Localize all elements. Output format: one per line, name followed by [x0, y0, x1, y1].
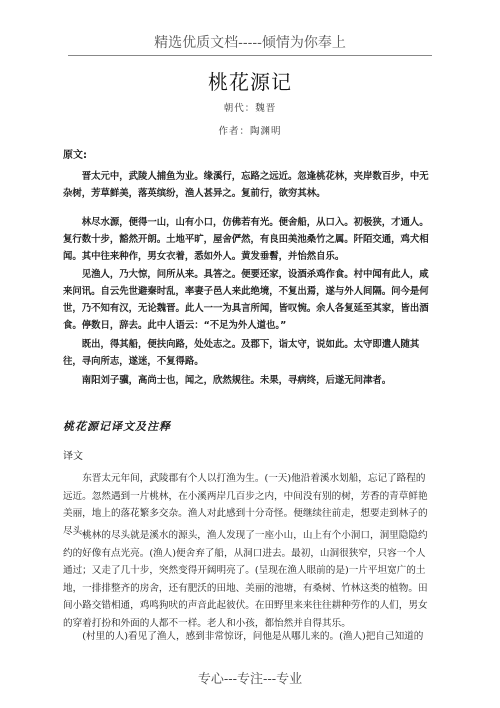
original-label: 原文:: [63, 150, 87, 161]
translation-paragraph-1: 东晋太元年间，武陵郡有个人以打渔为生。(一天)他沿着溪水划船，忘记了路程的远近。忽然遇到一片桃林，在小溪两岸几百步之内，中间没有别的树，芳香的青草鲜艳美丽，地上的落花繁多交杂。渔人对此感到十分奇怪。便继续往前走，想要走到林子的尽头。: [63, 473, 428, 537]
original-paragraph-5: 南阳刘子骥，高尚士也，闻之，欣然规往。未果，寻病终，后遂无问津者。: [81, 375, 392, 386]
translation-label: 译文: [63, 451, 83, 462]
original-paragraph-3: 见渔人，乃大惊，问所从来。具答之。便要还家，设酒杀鸡作食。村中闻有此人，咸来问讯。自云先世避秦时乱，率妻子邑人来此绝境，不复出焉，遂与外人间隔。问今是何世，乃不知有汉，无论魏晋。此人一一为具言所闻，皆叹惋。余人各复延至其家，皆出酒食。停数日，辞去。此中人语云：“不足为外人道也。”: [63, 269, 429, 331]
translation-paragraph-3: (村里的人)看见了渔人，感到非常惊讶，问他是从哪儿来的。(渔人)把自己知道的: [82, 631, 424, 642]
dynasty-line: 朝代：魏晋: [223, 103, 277, 114]
document-title: 桃花源记: [208, 70, 292, 94]
page-header: 精选优质文档-----倾情为你奉上: [154, 35, 346, 51]
translation-paragraph-2: 桃林的尽头就是溪水的源头，渔人发现了一座小山，山上有个小洞口，洞里隐隐约约的好像有点光亮。(渔人)便舍弃了船，从洞口进去。最初，山洞很狭窄，只容一个人通过；又走了几十步，突然变得开阔明亮了。(呈现在渔人眼前的是)一片平坦宽广的土地，一排排整齐的房舍，还有肥沃的田地、美丽的池塘，有桑树、竹林这类的植物。田间小路交错相通，鸡鸣狗吠的声音此起彼伏。在田野里来来往往耕种劳作的人们，男女的穿着打扮和外面的人都不一样。老人和小孩，都怡然并自得其乐。: [63, 530, 428, 629]
author-line: 作者：陶渊明: [218, 126, 282, 137]
original-paragraph-4: 既出，得其船，便扶向路，处处志之。及郡下，诣太守，说如此。太守即遣人随其往，寻向所志，遂迷，不复得路。: [63, 339, 420, 367]
original-paragraph-1: 晋太元中，武陵人捕鱼为业。缘溪行，忘路之远近。忽逢桃花林，夹岸数百步，中无杂树，芳草鲜美，落英缤纷，渔人甚异之。复前行，欲穷其林。: [63, 171, 429, 199]
original-paragraph-2: 林尽水源，便得一山，山有小口，仿佛若有光。便舍船，从口入。初极狭，才通人。复行数十步，豁然开朗。土地平旷，屋舍俨然，有良田美池桑竹之属。阡陌交通，鸡犬相闻。其中往来种作，男女衣着，悉如外人。黄发垂髫，并怡然自乐。: [63, 217, 429, 262]
section-title: 桃花源记译文及注释: [63, 420, 171, 433]
page-footer: 专心---专注---专业: [197, 672, 303, 687]
header-divider: [68, 55, 432, 56]
